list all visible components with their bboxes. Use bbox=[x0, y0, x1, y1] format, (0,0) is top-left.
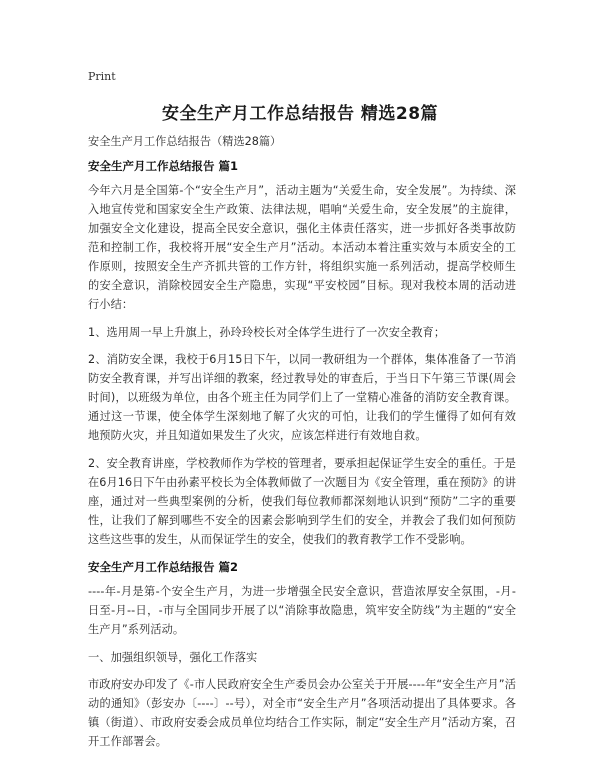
paragraph: 一、加强组织领导，强化工作落实 bbox=[88, 651, 258, 664]
paragraph: 1、选用周一早上升旗上，孙玲玲校长对全体学生进行了一次安全教育； bbox=[88, 326, 446, 339]
section-heading-1: 安全生产月工作总结报告 篇1 bbox=[88, 159, 239, 173]
document-body bbox=[88, 132, 516, 760]
paragraph: 2、安全教育讲座，学校教师作为学校的管理者，要承担起保证学生安全的重任。于是在6月16日下午由孙素平校长为全体教师做了一次题目为《安全管理，重在预防》的讲座，通过对一些典型案例的分析，使我们每位教师都深刻地认识到“预防”二字的重要性，让我们了解到哪些不安全的因素会影响到学生们的安全，并教会了我们如何预防这些这些事的发生，从而保证学生的安全，使我们的教育教学工作不受影响。 bbox=[88, 457, 517, 546]
paragraph: 市政府安办印发了《-市人民政府安全生产委员会办公室关于开展----年“安全生产月”活动的通知》（彭安办〔----〕--号），对全市“安全生产月”各项活动提出了具体要求。各镇（街道）、市政府安委会成员单位均结合工作实际，制定“安全生产月”活动方案，召开工作部署会。 bbox=[88, 678, 516, 748]
page-title: 安全生产月工作总结报告 精选28篇 bbox=[161, 104, 439, 124]
document-subtitle: 安全生产月工作总结报告（精选28篇） bbox=[88, 135, 282, 148]
print-label[interactable]: Print bbox=[88, 70, 116, 83]
section-heading-2: 安全生产月工作总结报告 篇2 bbox=[88, 560, 239, 574]
paragraph: ----年-月是第-个安全生产月，为进一步增强全民安全意识，营造浓厚安全氛围，-月-日至-月--日，-市与全国同步开展了以“消除事故隐患，筑牢安全防线”为主题的“安全生产月”系列活动。 bbox=[88, 585, 516, 636]
paragraph: 今年六月是全国第-个“安全生产月”，活动主题为“关爱生命，安全发展”。为持续、深入地宣传党和国家安全生产政策、法律法规，唱响“关爱生命，安全发展”的主旋律，加强安全文化建设，提高全民安全意识，强化主体责任落实，进一步抓好各类事故防范和控制工作，我校将开展“安全生产月”活动。本活动本着注重实效与本质安全的工作原则，按照安全生产齐抓共管的工作方针，将组织实施一系列活动，提高学校师生的安全意识，消除校园安全生产隐患，实现“平安校园”目标。现对我校本周的活动进行小结： bbox=[88, 184, 516, 311]
paragraph: 2、消防安全课，我校于6月15日下午，以同一教研组为一个群体，集体准备了一节消防安全教育课，并写出详细的教案，经过教导处的审查后，于当日下午第三节课(周会时间)，以班级为单位，由各个班主任为同学们上了一堂精心准备的消防安全教育课。通过这一节课，使全体学生深刻地了解了火灾的可怕，让我们的学生懂得了如何有效地预防火灾，并且知道如果发生了火灾，应该怎样进行有效地自救。 bbox=[88, 353, 516, 442]
